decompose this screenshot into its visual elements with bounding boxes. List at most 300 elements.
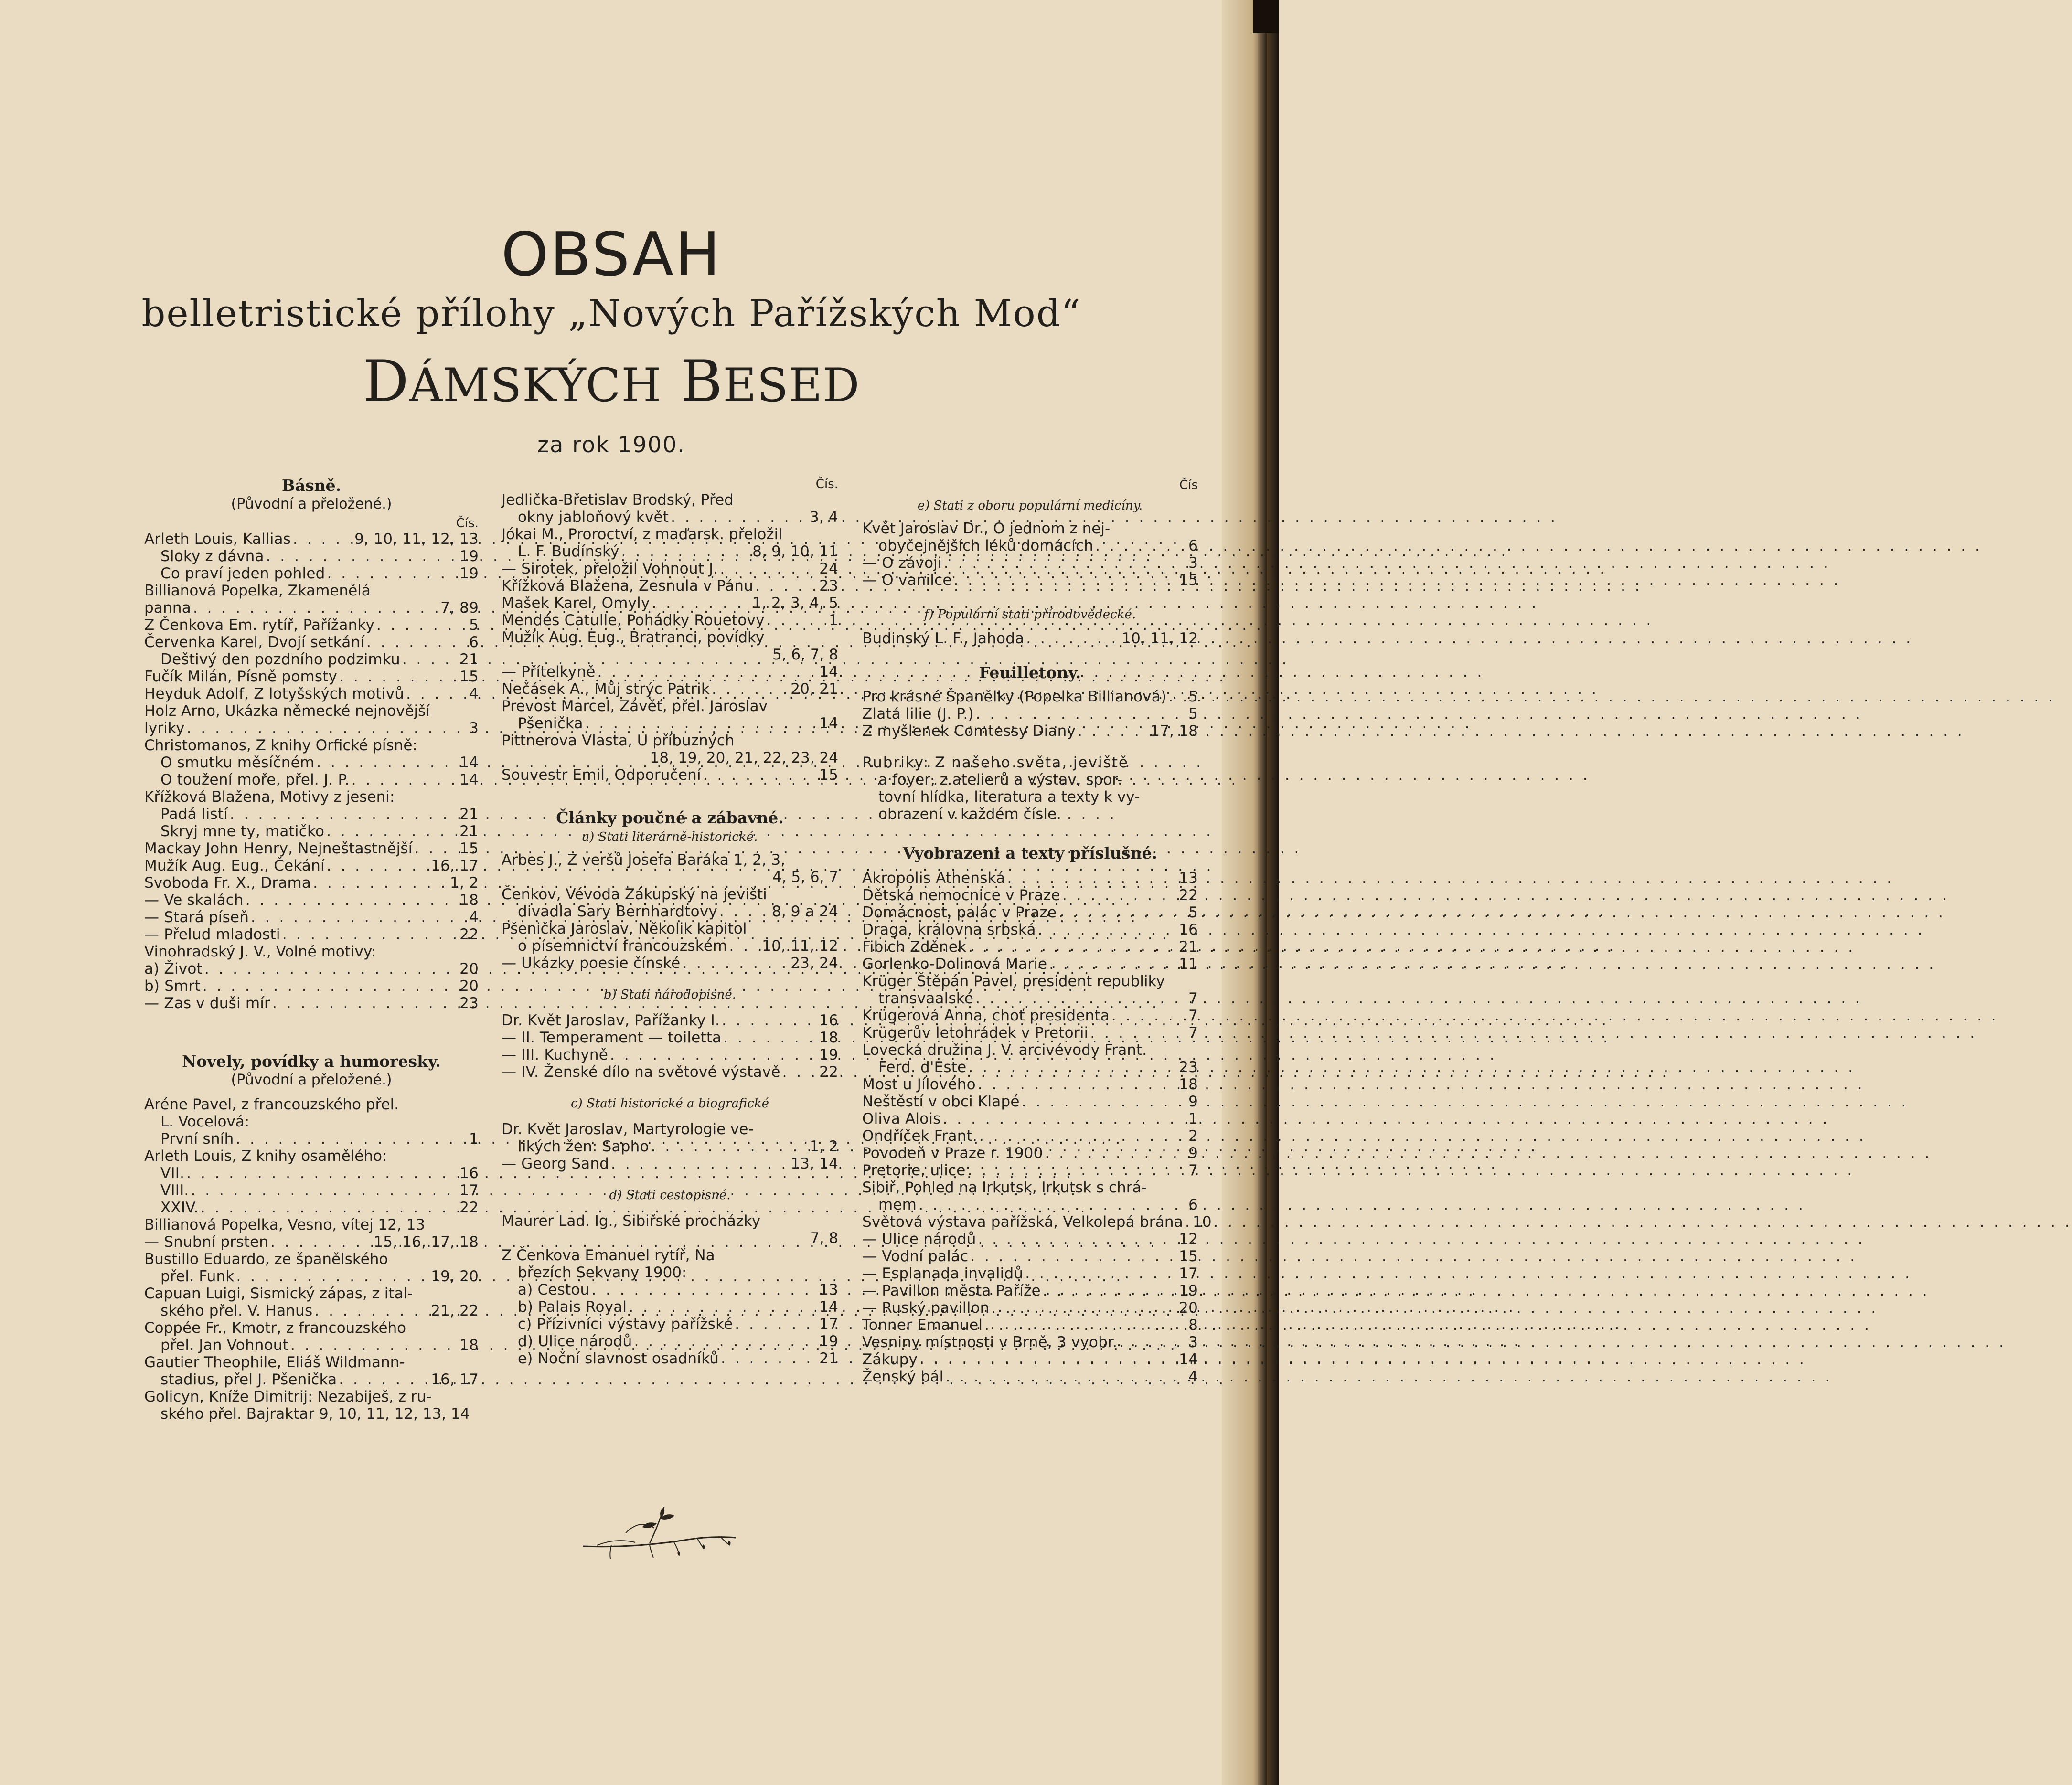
toc-entry-title: Mendés Catulle, Pohádky Rouetovy [502, 612, 765, 629]
toc-entry [502, 955, 838, 972]
toc-entry-title: Červenka Karel, Dvojí setkání [144, 634, 365, 651]
subsection-c-list [502, 1121, 838, 1172]
toc-entry [144, 806, 479, 823]
toc-entry-issue-numbers: 18 [1179, 1076, 1198, 1093]
toc-entry-issue-numbers: 13, 14 [790, 1155, 838, 1172]
toc-entry [144, 1130, 479, 1148]
leader-dots [314, 1302, 429, 1319]
toc-entry-title: Zlatá lilie (J. P.) [862, 705, 974, 722]
toc-entry [502, 612, 838, 629]
toc-entry-issue-numbers: 1 [829, 612, 838, 629]
subsection-e-list [862, 520, 1198, 589]
toc-entry-title: — Stará píseň [144, 909, 249, 926]
toc-entry-issue-numbers: 7 [1188, 1007, 1198, 1024]
subsection-heading-f: f) Populární stati přírodovědecké. [924, 607, 1136, 622]
toc-entry [144, 668, 479, 685]
toc-entry-title: Akropolis Athenská [862, 870, 1005, 887]
toc-entry-text: Billianová Popelka, Zkamenělá [144, 582, 371, 599]
toc-entry-issue-numbers: 4 [1188, 1368, 1198, 1385]
toc-entry-title: Mužík Aug. Eug., Čekání [144, 857, 325, 874]
toc-entry-title: — Ruský pavillon [862, 1299, 990, 1317]
leader-dots [1045, 1145, 1187, 1162]
toc-entry [862, 1282, 1198, 1299]
leader-dots [366, 634, 467, 651]
toc-entry-title: — Vodní palác [862, 1248, 969, 1265]
leader-dots [611, 1155, 789, 1172]
toc-entry-title: e) Noční slavnost osadníků [518, 1350, 719, 1367]
toc-entry [144, 531, 479, 548]
toc-entry-issue-numbers: 23 [819, 577, 838, 595]
toc-entry-issue-numbers: 20 [459, 978, 479, 995]
leader-dots [944, 554, 1186, 572]
page-title: OBSAH [501, 219, 722, 289]
subsection-heading-e: e) Stati z oboru populární medicíny. [917, 499, 1143, 513]
book-spine-corner [1253, 0, 1279, 33]
toc-entry [502, 766, 838, 784]
toc-entry-text: Bustillo Eduardo, ze španělského [144, 1251, 388, 1268]
toc-entry-issue-numbers: 16 [1179, 921, 1198, 938]
rubriky-line: a foyer, z atelierů a výstav, spor- [878, 771, 1123, 788]
toc-entry [144, 1165, 479, 1182]
toc-entry [144, 874, 479, 892]
toc-entry [502, 1316, 838, 1333]
leader-dots [1022, 1093, 1186, 1110]
cis-label: Čís [1179, 478, 1198, 492]
page-subtitle: belletristické přílohy „Nových Pařížských Mod“ [141, 292, 1081, 335]
basne-list [144, 531, 479, 1012]
toc-entry-issue-numbers: 15, 16, 17, 18 [374, 1233, 479, 1251]
leader-dots [1095, 537, 1186, 554]
toc-entry [862, 990, 1198, 1007]
toc-entry-issue-numbers: 21 [459, 806, 479, 823]
subsection-d-list [502, 1212, 838, 1367]
toc-entry [144, 616, 479, 634]
toc-entry-title: Gorlenko-Dolinová Marie [862, 956, 1047, 973]
toc-entry [862, 1076, 1198, 1093]
toc-entry-title: Dětská nemocnice v Praze [862, 887, 1060, 904]
toc-entry-title: — Přítelkyně [502, 663, 596, 680]
toc-entry-title: Krügerův letohrádek v Pretorii [862, 1024, 1089, 1041]
toc-entry-title: Domácnost, palác v Praze [862, 904, 1057, 921]
leader-dots [767, 612, 827, 629]
toc-entry-title: Nečásek A., Můj strýc Patrik [502, 680, 710, 698]
toc-entry-issue-numbers: 20, 21 [790, 680, 838, 698]
toc-entry-issue-numbers: 17 [459, 1182, 479, 1199]
toc-entry-issue-numbers: 22 [459, 926, 479, 943]
toc-entry-issue-numbers: 22 [1179, 887, 1198, 904]
toc-entry-title: VII. [160, 1165, 185, 1182]
toc-entry [502, 1281, 838, 1298]
toc-entry-issue-numbers: 23 [459, 995, 479, 1012]
toc-entry-title: divadla Sary Bernhardtovy [518, 903, 717, 920]
toc-entry-issue-numbers: 18 [459, 1337, 479, 1354]
toc-entry-issue-numbers: 17, 18 [1150, 722, 1198, 740]
toc-entry [862, 1299, 1198, 1317]
toc-entry [862, 537, 1198, 554]
toc-entry-issue-numbers: 22 [459, 1199, 479, 1216]
toc-entry [862, 1110, 1198, 1127]
toc-entry-title: Skryj mne ty, matičko [160, 823, 325, 840]
toc-entry [862, 688, 1198, 705]
toc-entry-title: Vesniny místnosti v Brně, 3 vyobr. [862, 1334, 1118, 1351]
leader-dots [671, 509, 808, 526]
toc-entry-title: ského přel. V. Hanus [160, 1302, 313, 1319]
rubriky-block [862, 754, 1198, 823]
leader-dots [968, 938, 1177, 956]
section-heading-clanky: Články poučné a zábavné. [556, 808, 784, 827]
toc-entry-title: Pro krásné Španělky (Popelka Billianová) [862, 688, 1167, 705]
toc-entry-title: Ferd. d'Este [878, 1059, 967, 1076]
toc-entry [144, 1302, 479, 1319]
leader-dots [1007, 870, 1177, 887]
toc-entry [502, 1063, 838, 1081]
toc-entry-issue-numbers: 1, 2 [450, 874, 479, 892]
toc-entry-title: o písemnictví francouzském [518, 937, 727, 955]
year-line: za rok 1900. [537, 432, 685, 457]
toc-entry [144, 720, 479, 737]
leader-dots [327, 857, 429, 874]
toc-entry-issue-numbers: 4 [469, 685, 479, 702]
leader-dots [1049, 956, 1177, 973]
toc-entry [862, 870, 1198, 887]
toc-entry [502, 1012, 838, 1029]
leader-dots [339, 668, 458, 685]
toc-entry-issue-numbers: 9 [1188, 1145, 1198, 1162]
toc-entry-issue-numbers: 6 [469, 634, 479, 651]
toc-entry-title: obyčejnějších léků domácích [878, 537, 1094, 554]
toc-entry [502, 937, 838, 955]
leader-dots [193, 599, 438, 616]
toc-entry [144, 548, 479, 565]
toc-entry-issue-numbers: 19 [1179, 1282, 1198, 1299]
toc-entry-title: okny jabloňový květ [518, 509, 669, 526]
toc-entry [862, 1093, 1198, 1110]
toc-entry-text: Holz Arno, Ukázka německé nejnovější [144, 702, 430, 720]
toc-entry [144, 634, 479, 651]
toc-entry-text: Arbes J., Z veršů Josefa Baráka 1, 2, 3, [502, 851, 786, 869]
toc-entry [502, 509, 838, 526]
toc-entry-text: Čenkov, Vévoda Zákupský na jevišti [502, 886, 767, 903]
leader-dots [1043, 1282, 1177, 1299]
toc-entry-issue-numbers: 1 [1188, 1110, 1198, 1127]
leader-dots [992, 1299, 1177, 1317]
toc-entry-issue-numbers: 21 [459, 823, 479, 840]
toc-entry-issue-numbers: 15 [459, 840, 479, 857]
toc-entry-text: Jedlička-Břetislav Brodský, Před [502, 491, 734, 509]
leader-dots [246, 892, 458, 909]
toc-entry [144, 1199, 479, 1216]
column-middle [502, 466, 838, 1367]
toc-entry-title: — Zas v duši mír [144, 995, 270, 1012]
toc-entry-title: Sloky z dávna [160, 548, 264, 565]
toc-entry-title: Draga, královna srbská [862, 921, 1036, 938]
toc-entry-title: mem [878, 1196, 917, 1213]
toc-entry-issue-numbers: 19, 20 [431, 1268, 479, 1285]
toc-entry-issue-numbers: 9 [1188, 1093, 1198, 1110]
toc-entry-text: Z Čenkova Emanuel rytíř, Na [502, 1247, 715, 1264]
subsection-a-list [502, 851, 838, 972]
leader-dots [230, 806, 458, 823]
toc-entry-title: Oliva Alois [862, 1110, 941, 1127]
toc-entry-issue-numbers: 23 [1179, 1059, 1198, 1076]
toc-entry-title: — Ulice národů [862, 1231, 976, 1248]
toc-entry-issue-numbers: 17 [1179, 1265, 1198, 1282]
leader-dots [327, 565, 458, 582]
column-right [862, 466, 1212, 1385]
magazine-title [0, 349, 1223, 415]
rubriky-line: Rubriky: Z našeho světa, jeviště [862, 754, 1129, 771]
leader-dots [970, 1248, 1177, 1265]
leader-dots [979, 1127, 1186, 1145]
leader-dots [976, 705, 1186, 722]
toc-entry-title: Z Čenkova Em. rytíř, Pařížanky [144, 616, 375, 634]
toc-entry-title: Křížková Blažena, Zesnula v Pánu [502, 577, 753, 595]
toc-entry-title: VIII. [160, 1182, 189, 1199]
toc-entry-issue-numbers: 21 [1179, 938, 1198, 956]
leader-dots [729, 937, 760, 955]
vyobrazeni-list [862, 870, 1212, 1385]
leader-dots [201, 1199, 458, 1216]
toc-entry [862, 554, 1198, 572]
toc-entry [502, 903, 838, 920]
toc-entry-title: — Ve skalách [144, 892, 244, 909]
toc-entry-text: Mužík Aug. Eug., Bratranci, povídky [502, 629, 765, 646]
rubriky-line: obrazení v každém čísle. [878, 806, 1061, 823]
toc-entry [144, 960, 479, 978]
leader-dots [402, 651, 458, 668]
subsection-heading-b: b) Stati národopisné. [603, 988, 737, 1002]
magazine-title-amskych: ÁMSKÝCH [409, 359, 662, 412]
toc-entry-issue-numbers: 12 [1179, 1231, 1198, 1248]
toc-entry-text: Maurer Lad. Ig., Sibiřské procházky [502, 1212, 761, 1230]
leader-dots [251, 909, 467, 926]
leader-dots [782, 1063, 818, 1081]
toc-entry [144, 565, 479, 582]
toc-entry-title: Padá listí [160, 806, 228, 823]
toc-entry-title: L. F. Budínský [518, 543, 619, 560]
toc-entry-text: Coppée Fr., Kmotr, z francouzského [144, 1319, 406, 1337]
toc-entry [502, 595, 838, 612]
leader-dots [723, 1029, 817, 1046]
leader-dots [682, 955, 789, 972]
leader-dots [919, 1196, 1186, 1213]
toc-entry-pages: 7, 8 [810, 1230, 838, 1247]
toc-entry-issue-numbers: 22 [819, 1063, 838, 1081]
leader-dots [610, 1046, 817, 1063]
toc-entry-text: Prevost Marcel, Závěť, přel. Jaroslav [502, 698, 768, 715]
toc-entry-title: Krügerová Anna, choť presidenta [862, 1007, 1110, 1024]
toc-entry [862, 630, 1198, 647]
toc-entry-issue-numbers: 15 [1179, 572, 1198, 589]
leader-dots [406, 685, 467, 702]
toc-entry-pages: 18, 19, 20, 21, 22, 23, 24 [650, 749, 838, 766]
toc-entry [862, 938, 1198, 956]
toc-entry-title: stadius, přel J. Pšenička [160, 1371, 337, 1388]
toc-entry [144, 892, 479, 909]
toc-entry-issue-numbers: 19 [819, 1333, 838, 1350]
toc-entry [502, 1298, 838, 1316]
leader-dots [290, 1337, 458, 1354]
toc-entry [144, 771, 479, 788]
toc-entry-issue-numbers: 5 [469, 616, 479, 634]
toc-entry-issue-numbers: 21 [819, 1350, 838, 1367]
toc-entry-issue-numbers: 7 [1188, 1024, 1198, 1041]
leader-dots [236, 1268, 429, 1285]
toc-entry [502, 1333, 838, 1350]
toc-entry-title: Tonner Emanuel [862, 1317, 983, 1334]
leader-dots [352, 771, 458, 788]
leader-dots [1119, 1334, 1186, 1351]
toc-entry-issue-numbers: 7 [1188, 1162, 1198, 1179]
toc-entry-text: Gautier Theophile, Eliáš Wildmann- [144, 1354, 405, 1371]
toc-entry-issue-numbers: 14 [1179, 1351, 1198, 1368]
toc-entry-issue-numbers: 16 [459, 1165, 479, 1182]
toc-entry-issue-numbers: 19 [819, 1046, 838, 1063]
toc-entry-title: Budinský L. F., Jahoda [862, 630, 1025, 647]
toc-entry [502, 663, 838, 680]
section-subheading-basne: (Původní a přeložené.) [231, 496, 392, 512]
leader-dots [651, 1138, 808, 1155]
toc-entry [862, 1351, 1198, 1368]
leader-dots [722, 1012, 817, 1029]
leader-dots [313, 874, 448, 892]
toc-entry [862, 1007, 1198, 1024]
leader-dots [721, 1350, 817, 1367]
leader-dots [634, 1333, 818, 1350]
toc-entry-title: transvaalské [878, 990, 974, 1007]
toc-entry-text: Dr. Květ Jaroslav, Martyrologie ve- [502, 1121, 754, 1138]
toc-entry-title: Pšenička [518, 715, 583, 732]
toc-entry-issue-numbers: 4 [469, 909, 479, 926]
toc-entry [862, 1162, 1198, 1179]
toc-entry-title: přel. Funk [160, 1268, 235, 1285]
toc-entry-title: Souvestr Emil, Odporučení [502, 766, 701, 784]
column-left [144, 466, 479, 1423]
subsection-heading-a: a) Stati literárně-historické. [582, 830, 758, 844]
toc-entry [144, 909, 479, 926]
leader-dots [984, 1317, 1186, 1334]
toc-entry-issue-numbers: 14 [459, 771, 479, 788]
toc-entry-issue-numbers: 14 [819, 1298, 838, 1316]
toc-entry-title: Heyduk Adolf, Z lotyšských motivů [144, 685, 405, 702]
toc-entry-text: Aréne Pavel, z francouzského přel. [144, 1096, 399, 1113]
leader-dots [1168, 688, 1186, 705]
toc-entry-title: Dr. Květ Jaroslav, Pařížanky I. [502, 1012, 720, 1029]
toc-entry-issue-numbers: 1 [469, 1130, 479, 1148]
toc-entry-text: březích Sekvany 1900: [518, 1264, 687, 1281]
toc-entry-issue-numbers: 3 [469, 720, 479, 737]
toc-entry-issue-numbers: 2 [1188, 1127, 1198, 1145]
toc-entry [862, 1196, 1198, 1213]
cis-label: Čís. [456, 516, 479, 531]
subsection-f-list [862, 630, 1198, 647]
toc-entry [862, 1231, 1198, 1248]
toc-entry [502, 1138, 838, 1155]
toc-entry-text: Sibiř, Pohled na Irkutsk, Irkutsk s chrá- [862, 1179, 1147, 1196]
leader-dots [629, 1298, 817, 1316]
toc-entry [862, 1265, 1198, 1282]
toc-entry [144, 857, 479, 874]
toc-entry-issue-numbers: 1, 2, 3, 4, 5 [752, 595, 838, 612]
toc-entry-title: Mackay John Henry, Nejneštastnější [144, 840, 413, 857]
section-heading-feuilletony: Feuilletony. [979, 663, 1081, 682]
toc-entry-text: Vinohradský J. V., Volné motivy: [144, 943, 376, 960]
leader-dots [1038, 921, 1177, 938]
toc-entry-title: XXIV. [160, 1199, 199, 1216]
leader-dots [187, 720, 467, 737]
section-heading-basne: Básně. [281, 476, 342, 495]
leader-dots [282, 926, 458, 943]
toc-entry-issue-numbers: 18 [459, 892, 479, 909]
toc-entry [862, 1059, 1198, 1076]
toc-entry-issue-numbers: 14 [459, 754, 479, 771]
leader-dots [919, 1351, 1177, 1368]
toc-entry [862, 1213, 1212, 1231]
leader-dots [415, 840, 458, 857]
toc-entry-text: Lovecká družina J. V. arcivévody Frant. [862, 1041, 1147, 1059]
leader-dots [954, 572, 1177, 589]
toc-entry [144, 1371, 479, 1388]
toc-entry [862, 1248, 1198, 1265]
magazine-title-esed: ESED [723, 359, 860, 412]
leader-dots [191, 1182, 458, 1199]
toc-entry [144, 1337, 479, 1354]
toc-entry [144, 840, 479, 857]
toc-entry-title: Světová výstava pařížská, Velkolepá brána [862, 1213, 1183, 1231]
toc-entry-title: — O závoji [862, 554, 942, 572]
toc-entry [502, 715, 838, 732]
toc-entry-issue-numbers: 1, 2 [810, 1138, 838, 1155]
leader-dots [621, 543, 751, 560]
magazine-title-d: D [363, 349, 409, 415]
toc-entry-text: Christomanos, Z knihy Orfické písně: [144, 737, 417, 754]
leader-dots [1078, 722, 1148, 740]
section-heading-novely: Novely, povídky a humoresky. [182, 1052, 441, 1071]
toc-entry-issue-numbers: 21, 22 [431, 1302, 479, 1319]
toc-entry-title: Mašek Karel, Omyly [502, 595, 650, 612]
leader-dots [204, 960, 458, 978]
toc-entry-text: ského přel. Bajraktar 9, 10, 11, 12, 13, 14 [160, 1405, 470, 1423]
toc-entry-issue-numbers: 16, 17 [431, 1371, 479, 1388]
toc-entry-issue-numbers: 6 [1188, 1196, 1198, 1213]
leader-dots [316, 754, 458, 771]
toc-entry-title: přel. Jan Vohnout [160, 1337, 289, 1354]
toc-entry-issue-numbers: 15 [459, 668, 479, 685]
toc-entry-issue-numbers: 15 [1179, 1248, 1198, 1265]
toc-entry-title: První sníh [160, 1130, 234, 1148]
toc-entry-issue-numbers: 10 [1192, 1213, 1212, 1231]
toc-entry-text: Křížková Blažena, Motivy z jeseni: [144, 788, 395, 806]
toc-entry-issue-numbers: 20 [459, 960, 479, 978]
toc-entry-issue-numbers: 14 [819, 663, 838, 680]
toc-entry-title: O smutku měsíčném [160, 754, 315, 771]
toc-entry [144, 1233, 479, 1251]
toc-entry-title: Pretorie, ulice [862, 1162, 966, 1179]
leader-dots [943, 1110, 1186, 1127]
toc-entry-text: Jókai M., Proroctví, z maďarsk. přeložil [502, 526, 782, 543]
leader-dots [598, 663, 818, 680]
leader-dots [945, 1368, 1186, 1385]
leader-dots [1062, 887, 1177, 904]
toc-entry [862, 921, 1198, 938]
leader-dots [266, 548, 458, 565]
toc-entry-issue-numbers: 7 [1188, 990, 1198, 1007]
leader-dots [293, 531, 352, 548]
toc-entry-pages: 4, 5, 6, 7 [772, 869, 838, 886]
toc-entry-title: Svoboda Fr. X., Drama [144, 874, 311, 892]
toc-entry [862, 1145, 1198, 1162]
feuilletony-list [862, 688, 1198, 740]
